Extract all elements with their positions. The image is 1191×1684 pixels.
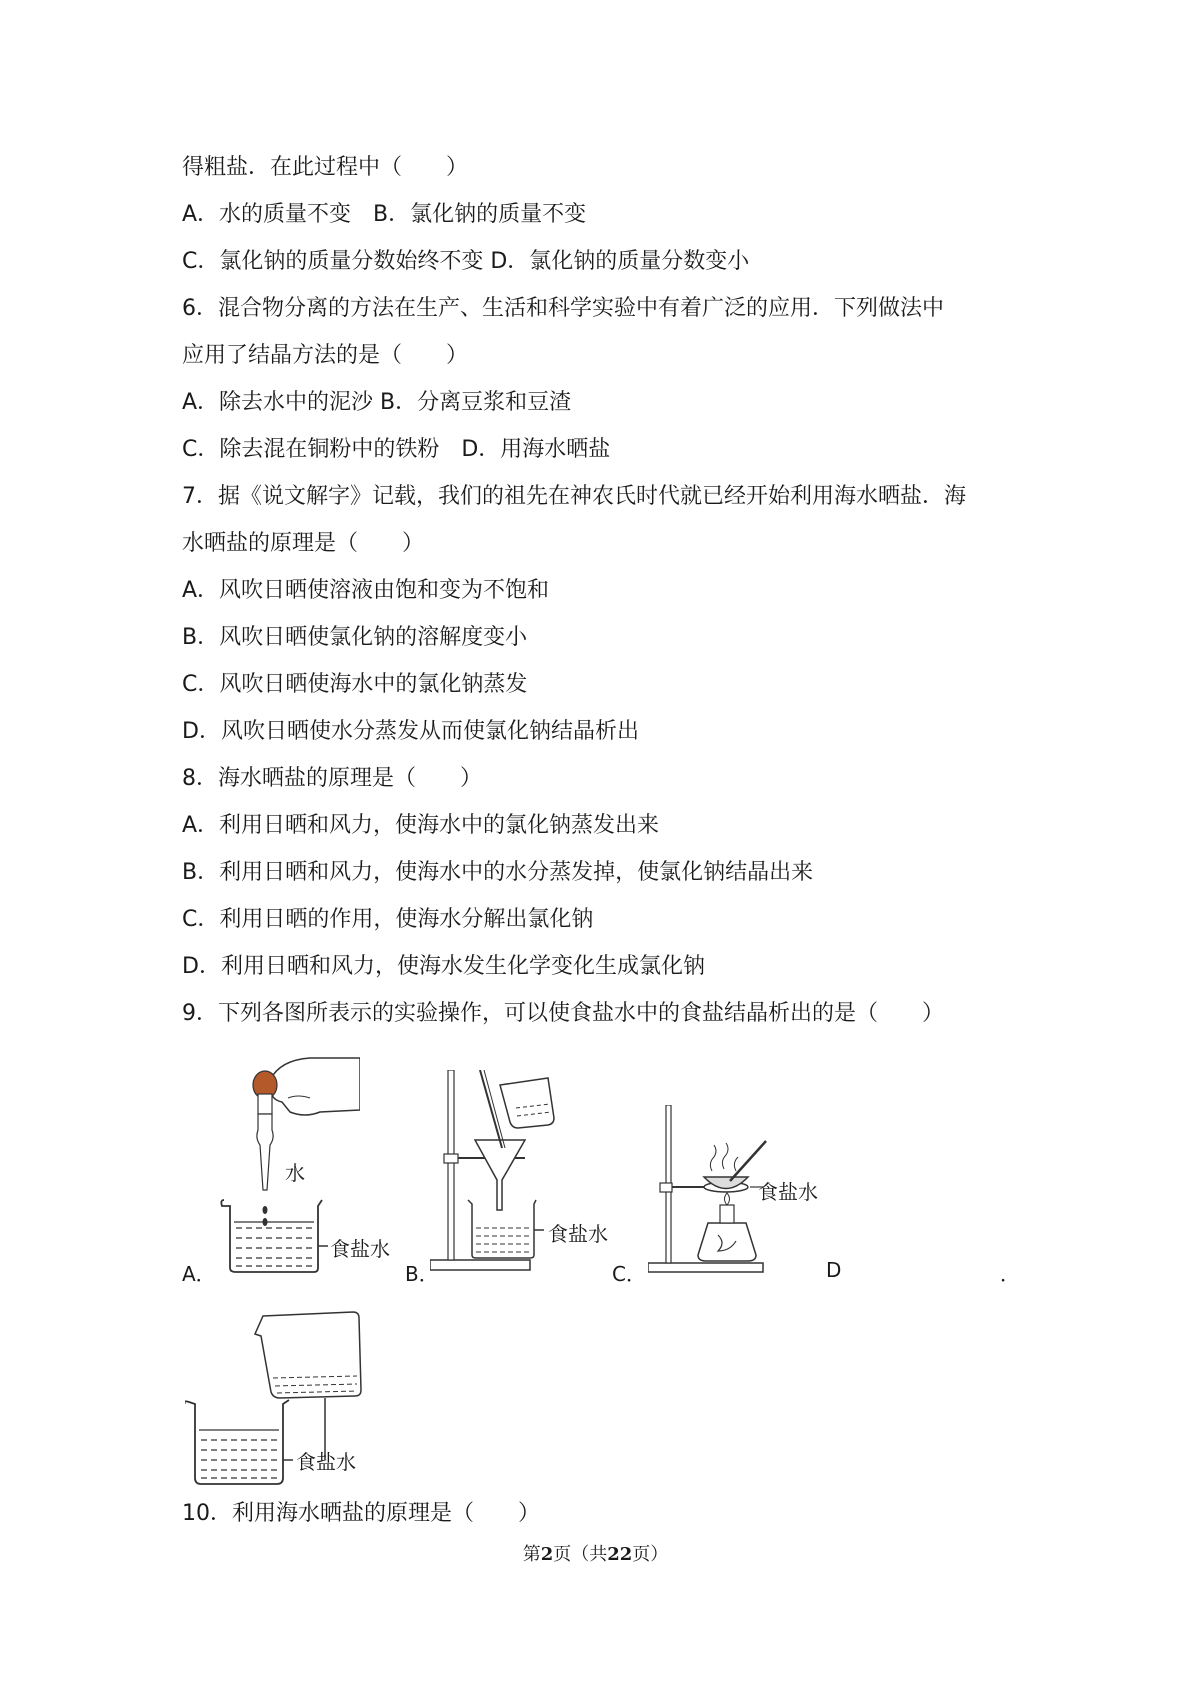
footer-suffix: 页） [632,1544,669,1565]
figure-b-filtration [430,1070,590,1280]
footer-mid: 页（共 [553,1544,608,1565]
option-a-label: A． [182,1262,216,1286]
label-salt-water-c: 食盐水 [758,1180,818,1204]
label-water: 水 [285,1161,305,1185]
option-line-5cd: C．氯化钠的质量分数始终不变 D．氯化钠的质量分数变小 [182,249,750,274]
option-line-6cd: C．除去混在铜粉中的铁粉 D．用海水晒盐 [182,437,611,462]
option-7b: B．风吹日晒使氯化钠的溶解度变小 [182,625,528,650]
question-9: 9．下列各图所表示的实验操作，可以使食盐水中的食盐结晶析出的是（ ） [182,1001,944,1026]
option-7c: C．风吹日晒使海水中的氯化钠蒸发 [182,672,528,697]
option-c-label: C． [612,1262,646,1286]
question-10: 10．利用海水晒盐的原理是（ ） [182,1501,540,1526]
text-line-1: 得粗盐．在此过程中（ ） [182,155,469,180]
option-8a: A．利用日晒和风力，使海水中的氯化钠蒸发出来 [182,813,660,838]
question-6-line-2: 应用了结晶方法的是（ ） [182,343,469,368]
footer-prefix: 第 [522,1544,541,1565]
option-8c: C．利用日晒的作用，使海水分解出氯化钠 [182,907,594,932]
question-6-line-1: 6．混合物分离的方法在生产、生活和科学实验中有着广泛的应用．下列做法中 [182,296,944,321]
option-8b: B．利用日晒和风力，使海水中的水分蒸发掉，使氯化钠结晶出来 [182,860,814,885]
question-8: 8．海水晒盐的原理是（ ） [182,766,482,791]
footer-total: 22 [607,1544,633,1565]
option-b-label: B． [405,1262,439,1286]
option-8d: D．利用日晒和风力，使海水发生化学变化生成氯化钠 [182,954,705,979]
footer-page: 2 [540,1544,554,1565]
option-line-6ab: A．除去水中的泥沙 B．分离豆浆和豆渣 [182,390,572,415]
option-d-label: D [826,1258,842,1282]
label-salt-water-b: 食盐水 [548,1222,608,1246]
option-7a: A．风吹日晒使溶液由饱和变为不饱和 [182,578,550,603]
label-salt-water-a: 食盐水 [330,1237,390,1261]
option-line-5ab: A．水的质量不变 B．氯化钠的质量不变 [182,202,587,227]
option-7d: D．风吹日晒使水分蒸发从而使氯化钠结晶析出 [182,719,639,744]
trailing-dot: ． [1000,1262,1020,1286]
page-footer [0,1540,1191,1566]
label-salt-water-d: 食盐水 [296,1450,356,1474]
question-7-line-1: 7．据《说文解字》记载，我们的祖先在神农氏时代就已经开始利用海水晒盐．海 [182,484,966,509]
question-7-line-2: 水晒盐的原理是（ ） [182,531,425,556]
